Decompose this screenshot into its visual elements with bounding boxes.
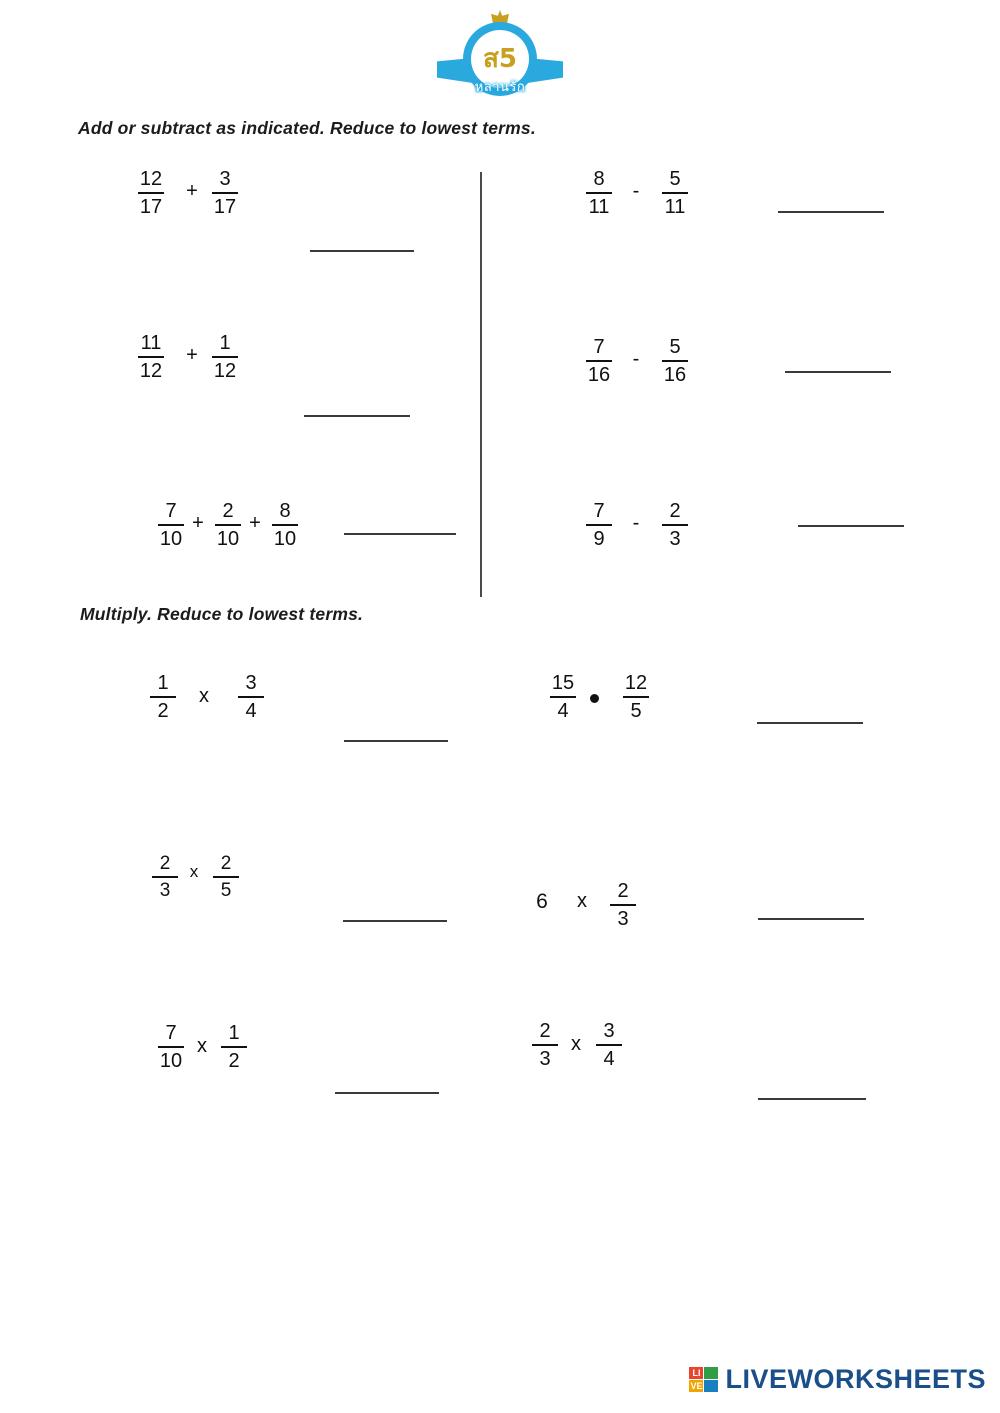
operator-p12-1: x xyxy=(571,1033,581,1055)
fraction-p12-term2 xyxy=(586,1020,632,1071)
logo-mark-text: ส5 xyxy=(471,30,529,88)
numerator: 3 xyxy=(219,168,231,190)
numerator: 12 xyxy=(624,672,648,694)
answer-line-p10[interactable] xyxy=(758,918,864,920)
fraction-p5-term2 xyxy=(652,336,698,387)
numerator: 5 xyxy=(669,336,681,358)
denominator: 4 xyxy=(557,700,569,723)
denominator: 4 xyxy=(603,1048,615,1071)
badge-ve: VE xyxy=(690,1380,703,1391)
denominator: 10 xyxy=(273,528,297,551)
denominator: 12 xyxy=(139,360,163,383)
fraction-p2-term2 xyxy=(202,332,248,383)
fraction-p7-term2 xyxy=(228,672,274,723)
numerator: 2 xyxy=(220,853,232,874)
answer-line-p11[interactable] xyxy=(335,1092,439,1094)
liveworksheets-footer[interactable] xyxy=(689,1364,986,1395)
fraction-bar xyxy=(212,356,238,358)
operator-p2-1: + xyxy=(186,344,198,366)
fraction-bar xyxy=(532,1044,558,1046)
logo-subtitle: หลานรัก xyxy=(474,80,526,95)
operator-p7-1: x xyxy=(199,685,209,707)
fraction-bar xyxy=(550,696,576,698)
operator-p8-dot-icon xyxy=(590,694,599,703)
numerator: 2 xyxy=(669,500,681,522)
denominator: 16 xyxy=(587,364,611,387)
section-heading-multiply: Multiply. Reduce to lowest terms. xyxy=(80,604,364,624)
fraction-bar xyxy=(213,876,239,878)
fraction-bar xyxy=(221,1046,247,1048)
fraction-p1-term1 xyxy=(128,168,174,219)
fraction-bar xyxy=(212,192,238,194)
logo-graphic xyxy=(435,10,565,105)
fraction-bar xyxy=(586,360,612,362)
fraction-p11-term2 xyxy=(211,1022,257,1073)
fraction-p7-term1 xyxy=(140,672,186,723)
numerator: 2 xyxy=(222,500,234,522)
fraction-bar xyxy=(662,192,688,194)
numerator: 2 xyxy=(539,1020,551,1042)
fraction-p5-term1 xyxy=(576,336,622,387)
numerator: 7 xyxy=(165,500,177,522)
operator-p9-1: x xyxy=(189,862,199,881)
denominator: 10 xyxy=(216,528,240,551)
section-heading-add-subtract: Add or subtract as indicated. Reduce to lowest terms. xyxy=(78,118,536,138)
liveworksheets-brand-text: LIVEWORKSHEETS xyxy=(725,1364,986,1394)
denominator: 3 xyxy=(669,528,681,551)
fraction-bar xyxy=(138,356,164,358)
answer-line-p12[interactable] xyxy=(758,1098,866,1100)
fraction-bar xyxy=(586,192,612,194)
numerator: 1 xyxy=(228,1022,240,1044)
fraction-p6-term1 xyxy=(576,500,622,551)
liveworksheets-logo-icon xyxy=(689,1367,718,1392)
fraction-p2-term1 xyxy=(128,332,174,383)
answer-line-p7[interactable] xyxy=(344,740,448,742)
fraction-p3-term3 xyxy=(262,500,308,551)
denominator: 9 xyxy=(593,528,605,551)
fraction-bar xyxy=(158,1046,184,1048)
operator-p1-1: + xyxy=(186,180,198,202)
denominator: 3 xyxy=(539,1048,551,1071)
numerator: 8 xyxy=(593,168,605,190)
answer-line-p8[interactable] xyxy=(757,722,863,724)
fraction-bar xyxy=(150,696,176,698)
answer-line-p6[interactable] xyxy=(798,525,904,527)
operator-p4-1: - xyxy=(632,180,640,202)
numerator: 15 xyxy=(551,672,575,694)
fraction-p6-term2 xyxy=(652,500,698,551)
answer-line-p9[interactable] xyxy=(343,920,447,922)
fraction-p12-term1 xyxy=(522,1020,568,1071)
denominator: 2 xyxy=(157,700,169,723)
denominator: 12 xyxy=(213,360,237,383)
denominator: 10 xyxy=(159,1050,183,1073)
answer-line-p4[interactable] xyxy=(778,211,884,213)
fraction-p1-term2 xyxy=(202,168,248,219)
denominator: 16 xyxy=(663,364,687,387)
numerator: 7 xyxy=(165,1022,177,1044)
fraction-p9-term2 xyxy=(203,853,249,902)
badge-square-green xyxy=(704,1367,718,1379)
answer-line-p5[interactable] xyxy=(785,371,891,373)
whole-number-p10: 6 xyxy=(536,890,548,913)
fraction-bar xyxy=(158,524,184,526)
numerator: 2 xyxy=(617,880,629,902)
fraction-p8-term2 xyxy=(613,672,659,723)
column-divider xyxy=(480,172,482,597)
numerator: 8 xyxy=(279,500,291,522)
denominator: 5 xyxy=(630,700,642,723)
numerator: 3 xyxy=(603,1020,615,1042)
denominator: 17 xyxy=(213,196,237,219)
numerator: 1 xyxy=(219,332,231,354)
numerator: 7 xyxy=(593,336,605,358)
fraction-p10-term2 xyxy=(600,880,646,931)
operator-p3-2: + xyxy=(249,512,261,534)
fraction-bar xyxy=(238,696,264,698)
fraction-bar xyxy=(215,524,241,526)
denominator: 5 xyxy=(220,880,232,902)
fraction-bar xyxy=(272,524,298,526)
operator-p3-1: + xyxy=(192,512,204,534)
fraction-bar xyxy=(586,524,612,526)
fraction-bar xyxy=(662,360,688,362)
numerator: 2 xyxy=(159,853,171,874)
fraction-bar xyxy=(138,192,164,194)
numerator: 3 xyxy=(245,672,257,694)
badge-li: LI xyxy=(689,1367,703,1379)
site-logo xyxy=(0,10,1000,105)
denominator: 2 xyxy=(228,1050,240,1073)
answer-line-p2[interactable] xyxy=(304,415,410,417)
fraction-p11-term1 xyxy=(148,1022,194,1073)
answer-line-p1[interactable] xyxy=(310,250,414,252)
numerator: 1 xyxy=(157,672,169,694)
answer-line-p3[interactable] xyxy=(344,533,456,535)
fraction-bar xyxy=(610,904,636,906)
operator-p5-1: - xyxy=(632,348,640,370)
numerator: 7 xyxy=(593,500,605,522)
badge-square-blue xyxy=(704,1380,718,1392)
denominator: 11 xyxy=(588,196,610,219)
operator-p10-1: x xyxy=(577,890,587,912)
numerator: 5 xyxy=(669,168,681,190)
denominator: 11 xyxy=(664,196,686,219)
denominator: 17 xyxy=(139,196,163,219)
fraction-bar xyxy=(152,876,178,878)
denominator: 4 xyxy=(245,700,257,723)
operator-p11-1: x xyxy=(197,1035,207,1057)
numerator: 11 xyxy=(140,332,162,354)
fraction-bar xyxy=(662,524,688,526)
fraction-p4-term1 xyxy=(576,168,622,219)
fraction-p8-term1 xyxy=(540,672,586,723)
operator-p6-1: - xyxy=(632,512,640,534)
denominator: 3 xyxy=(159,880,171,902)
fraction-bar xyxy=(623,696,649,698)
fraction-bar xyxy=(596,1044,622,1046)
fraction-p4-term2 xyxy=(652,168,698,219)
denominator: 10 xyxy=(159,528,183,551)
numerator: 12 xyxy=(139,168,163,190)
denominator: 3 xyxy=(617,908,629,931)
